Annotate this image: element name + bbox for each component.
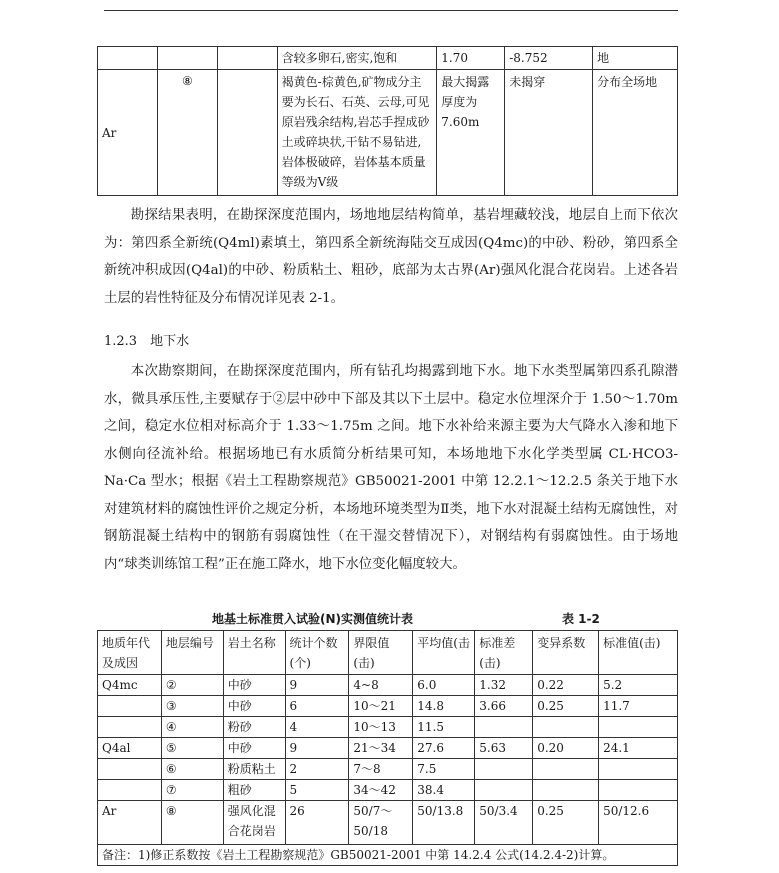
table-cell: 0.25	[533, 696, 599, 717]
table-cell: 10～13	[349, 717, 413, 738]
column-header: 统计个数(个)	[285, 631, 349, 675]
table-title: 地基土标准贯入试验(N)实测值统计表	[212, 612, 414, 626]
table-note: 备注：1)修正系数按《岩土工程勘察规范》GB50021-2001 中第 14.2.4 公式(14.2.4-2)计算。	[98, 845, 678, 866]
table-row	[98, 70, 678, 196]
table-cell: 10～21	[349, 696, 413, 717]
table-cell	[599, 717, 678, 738]
table-number: 表 1-2	[562, 612, 600, 626]
table-cell: -8.752	[505, 47, 593, 70]
table-note-row	[98, 845, 678, 866]
table-cell: 5	[285, 780, 349, 801]
table-row	[98, 717, 678, 738]
table-cell	[217, 47, 277, 70]
table-row	[98, 738, 678, 759]
table-row	[98, 780, 678, 801]
column-header: 地层编号	[161, 631, 223, 675]
table-cell: 5.2	[599, 675, 678, 696]
table-cell: 0.20	[533, 738, 599, 759]
column-header: 标准值(击)	[599, 631, 678, 675]
table-row	[98, 47, 678, 70]
table-cell: 3.66	[475, 696, 533, 717]
table-cell	[98, 780, 162, 801]
table-cell: 11.7	[599, 696, 678, 717]
table-cell	[475, 717, 533, 738]
table-cell: 中砂	[223, 696, 285, 717]
table-cell: 34～42	[349, 780, 413, 801]
table-cell: 含较多卵石,密实,饱和	[277, 47, 437, 70]
table-cell	[475, 759, 533, 780]
table-cell: 9	[285, 738, 349, 759]
table-cell: ⑤	[161, 738, 223, 759]
table-cell: Q4al	[98, 738, 162, 759]
table-cell: 50/3.4	[475, 801, 533, 845]
table-row	[98, 759, 678, 780]
column-header: 地质年代及成因	[98, 631, 162, 675]
table-cell: Ar	[98, 801, 162, 845]
table-cell: 50/7～50/18	[349, 801, 413, 845]
soil-layer-table	[97, 46, 678, 196]
table-cell: 粉质粘土	[223, 759, 285, 780]
table-cell	[533, 717, 599, 738]
table-cell	[475, 780, 533, 801]
table-cell: ②	[161, 675, 223, 696]
table-cell: 21～34	[349, 738, 413, 759]
column-header: 标准差(击)	[475, 631, 533, 675]
table-row	[98, 696, 678, 717]
table-cell: 2	[285, 759, 349, 780]
spt-statistics-table	[97, 630, 678, 866]
section-heading: 1.2.3 地下水	[104, 334, 190, 349]
table-cell: 粉砂	[223, 717, 285, 738]
table-cell	[98, 759, 162, 780]
paragraph-stratigraphy: 勘探结果表明，在勘探深度范围内，场地地层结构简单，基岩埋藏较浅，地层自上而下依次为：第四系全新统(Q4ml)素填土，第四系全新统海陆交互成因(Q4mc)的中砂、粉砂，第四系全新统冲积成因(Q4al)的中砂、粉质粘土、粗砂，底部为太古界(Ar)强风化混合花岗岩。上述各岩土层的岩性特征及分布情况详见表 2-1。	[104, 208, 678, 306]
table-cell: 0.25	[533, 801, 599, 845]
table-cell	[533, 780, 599, 801]
table-cell	[217, 70, 277, 196]
table-cell: 38.4	[413, 780, 475, 801]
table-cell: 14.8	[413, 696, 475, 717]
table-cell: 1.70	[437, 47, 505, 70]
table-cell	[157, 47, 217, 70]
table-cell: 50/13.8	[413, 801, 475, 845]
table-cell: 4	[285, 717, 349, 738]
table-row	[98, 801, 678, 845]
table-cell: 9	[285, 675, 349, 696]
table-cell: 26	[285, 801, 349, 845]
table-cell: 分布全场地	[593, 70, 678, 196]
table-cell: ⑧	[161, 801, 223, 845]
table-cell: ⑥	[161, 759, 223, 780]
table-cell: 0.22	[533, 675, 599, 696]
table-cell: Q4mc	[98, 675, 162, 696]
column-header: 变异系数	[533, 631, 599, 675]
table-cell: 中砂	[223, 675, 285, 696]
table-cell: ③	[161, 696, 223, 717]
table-cell: ⑧	[157, 70, 217, 196]
table-cell	[599, 759, 678, 780]
page-top-rule	[104, 10, 678, 11]
table-cell: 5.63	[475, 738, 533, 759]
table-header-row	[98, 631, 678, 675]
paragraph-groundwater: 本次勘察期间，在勘探深度范围内，所有钻孔均揭露到地下水。地下水类型属第四系孔隙潜水，微具承压性,主要赋存于②层中砂中下部及其以下土层中。稳定水位埋深介于 1.50～1.70m 之间，稳定水位相对标高介于 1.33～1.75m 之间。地下水补给来源主要为大气降水入渗和地下水侧向径流补给。根据场地已有水质简分析结果可知，本场地地下水化学类型属 CL·HCO3-Na·Ca 型水；根据《岩土工程勘察规范》GB50021-2001 中第 12.2.1～12.2.5 条关于地下水对建筑材料的腐蚀性评价之规定分析，本场地环境类型为Ⅱ类，地下水对混凝土结构无腐蚀性，对钢筋混凝土结构中的钢筋有弱腐蚀性（在干湿交替情况下），对钢结构有弱腐蚀性。由于场地内“球类训练馆工程”正在施工降水，地下水位变化幅度较大。	[104, 364, 678, 572]
table-cell	[98, 696, 162, 717]
table-cell: 7.5	[413, 759, 475, 780]
table-cell: 强风化混合花岗岩	[223, 801, 285, 845]
table-cell: 4~8	[349, 675, 413, 696]
table-cell: 未揭穿	[505, 70, 593, 196]
table-cell: 中砂	[223, 738, 285, 759]
table-cell	[533, 759, 599, 780]
column-header: 平均值(击	[413, 631, 475, 675]
table-cell: 粗砂	[223, 780, 285, 801]
table-cell: Ar	[98, 70, 158, 196]
table-cell: 地	[593, 47, 678, 70]
table-cell: 最大揭露厚度为7.60m	[437, 70, 505, 196]
column-header: 界限值(击)	[349, 631, 413, 675]
table-cell: 褐黄色-棕黄色,矿物成分主要为长石、石英、云母,可见原岩残余结构,岩芯手捏成砂土或碎块状,干钻不易钻进,岩体极破碎，岩体基本质量等级为Ⅴ级	[277, 70, 437, 196]
table-cell: 1.32	[475, 675, 533, 696]
table-cell: 50/12.6	[599, 801, 678, 845]
column-header: 岩土名称	[223, 631, 285, 675]
table-cell	[599, 780, 678, 801]
table-cell: 27.6	[413, 738, 475, 759]
table-cell: 11.5	[413, 717, 475, 738]
table-cell: 7～8	[349, 759, 413, 780]
table-cell: ④	[161, 717, 223, 738]
table-cell	[98, 47, 158, 70]
table-row	[98, 675, 678, 696]
table-cell: ⑦	[161, 780, 223, 801]
table-cell: 6.0	[413, 675, 475, 696]
table-cell: 6	[285, 696, 349, 717]
table-cell: 24.1	[599, 738, 678, 759]
table-cell	[98, 717, 162, 738]
